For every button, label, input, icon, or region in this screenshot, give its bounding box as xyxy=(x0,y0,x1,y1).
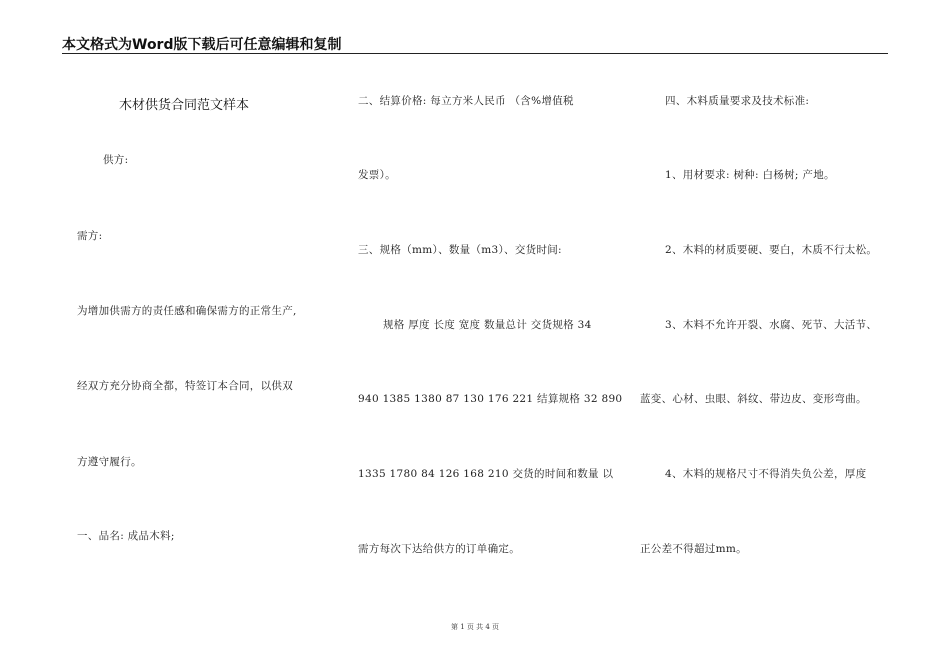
paragraph-line: 940 1385 1380 87 130 176 221 结算规格 32 890 xyxy=(358,393,623,405)
paragraph-line: 为增加供需方的责任感和确保需方的正常生产, xyxy=(77,305,297,317)
paragraph-line: 发票）。 xyxy=(358,169,396,181)
supplier-label: 供方: xyxy=(103,154,129,166)
paragraph-line: 1335 1780 84 126 168 210 交货的时间和数量 以 xyxy=(358,468,614,480)
document-title: 木材供货合同范文样本 xyxy=(119,98,250,113)
paragraph-line: 3、木料不允许开裂、水腐、死节、大活节、 xyxy=(665,319,878,331)
page-header: 本文格式为Word版下载后可任意编辑和复制 xyxy=(62,37,342,53)
paragraph-line: 蓝变、心材、虫眼、斜纹、带边皮、变形弯曲。 xyxy=(640,393,867,405)
section-product-name: 一、品名: 成品木料; xyxy=(77,530,175,542)
paragraph-line: 2、木料的材质要硬、要白，木质不行太松。 xyxy=(665,244,878,256)
section-specification: 三、规格（mm）、数量（m3）、交货时间: xyxy=(358,244,562,256)
page-number: 第 1 页 共 4 页 xyxy=(450,623,500,631)
paragraph-line: 4、木料的规格尺寸不得消失负公差，厚度 xyxy=(665,468,867,480)
section-price: 二、结算价格: 每立方米人民币 （含%增值税 xyxy=(358,95,574,107)
paragraph-line: 方遵守履行。 xyxy=(77,456,142,468)
section-quality: 四、木料质量要求及技术标准: xyxy=(665,95,810,107)
paragraph-line: 规格 厚度 长度 宽度 数量总计 交货规格 34 xyxy=(383,319,592,331)
paragraph-line: 经双方充分协商全都，特签订本合同，以供双 xyxy=(77,380,293,392)
buyer-label: 需方: xyxy=(77,230,103,242)
paragraph-line: 1、用材要求: 树种: 白杨树; 产地。 xyxy=(665,169,835,181)
paragraph-line: 正公差不得超过mm。 xyxy=(640,543,747,555)
paragraph-line: 需方每次下达给供方的订单确定。 xyxy=(358,543,520,555)
